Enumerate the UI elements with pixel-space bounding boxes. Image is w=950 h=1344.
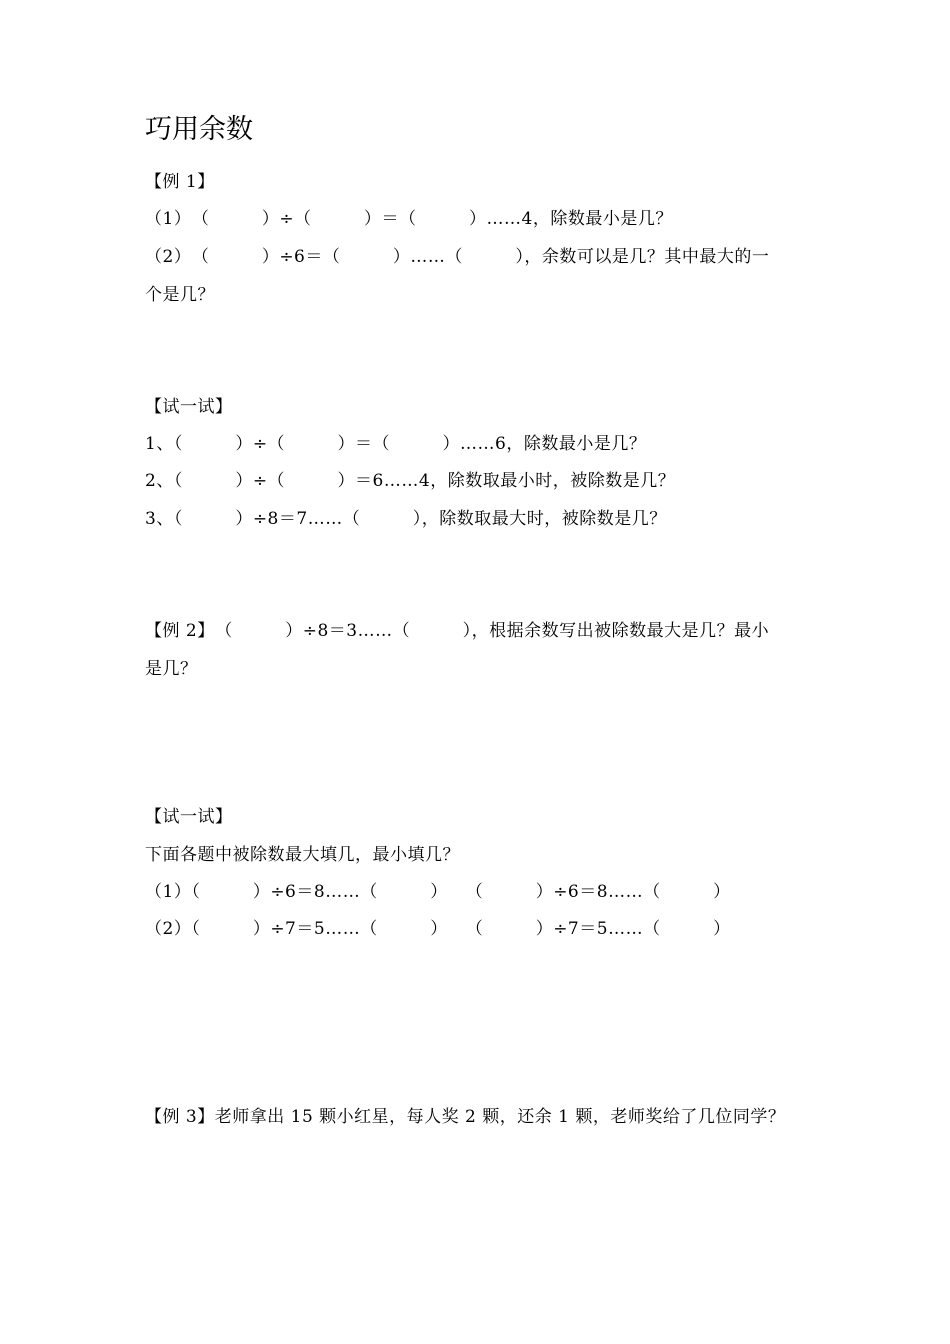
example-3-question: 【例 3】老师拿出 15 颗小红星，每人奖 2 颗，还余 1 颗，老师奖给了几位同学？: [145, 1107, 786, 1127]
example-1-question-2: （2） （ ）÷6＝（ ）……（ ），余数可以是几？其中最大的一: [145, 247, 770, 267]
try-2-question-2: （2）（ ）÷7＝5……（ ） （ ）÷7＝5……（ ）: [145, 919, 731, 939]
try-2-intro: 下面各题中被除数最大填几，最小填几？: [145, 845, 460, 865]
example-1-label: 【例 1】: [145, 172, 215, 192]
try-1-question-2: 2、（ ）÷（ ）＝6……4，除数取最小时，被除数是几？: [145, 471, 676, 491]
try-2-question-1: （1）（ ）÷6＝8……（ ） （ ）÷6＝8……（ ）: [145, 882, 731, 902]
example-2-question-continued: 是几？: [145, 659, 198, 679]
try-1-label: 【试一试】: [145, 397, 233, 417]
try-1-question-3: 3、（ ）÷8＝7……（ ），除数取最大时，被除数是几？: [145, 509, 667, 529]
try-1-question-1: 1、（ ）÷（ ）＝（ ）……6，除数最小是几？: [145, 434, 647, 454]
try-2-label: 【试一试】: [145, 807, 233, 827]
example-2-question: 【例 2】 （ ）÷8＝3……（ ），根据余数写出被除数最大是几？最小: [145, 621, 770, 641]
example-1-question-1: （1） （ ）÷（ ）＝（ ）……4，除数最小是几？: [145, 209, 673, 229]
page-title: 巧用余数: [145, 114, 253, 145]
example-1-question-2-continued: 个是几？: [145, 285, 215, 305]
